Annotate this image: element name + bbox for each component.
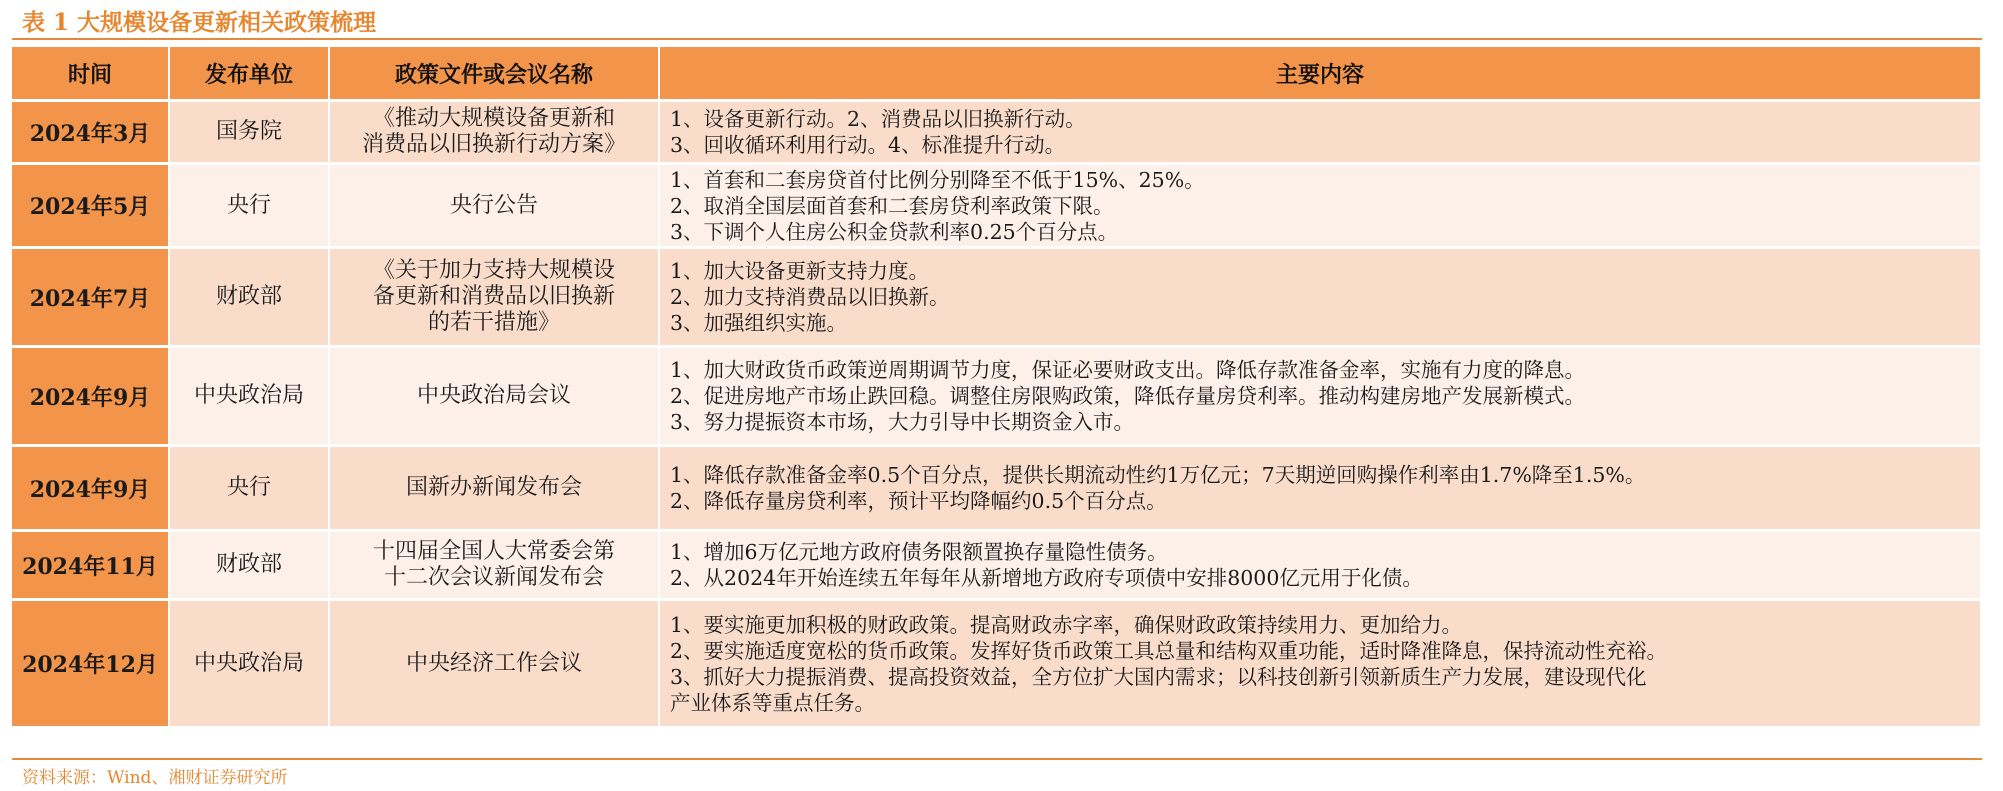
content-line: 3、回收循环利用行动。4、标准提升行动。 <box>670 133 1066 157</box>
doc-text <box>450 193 538 219</box>
cell-content <box>660 165 1982 249</box>
content-line: 1、降低存款准备金率0.5个百分点，提供长期流动性约1万亿元；7天期逆回购操作利率由1.7%降至1.5%。 <box>670 463 1646 487</box>
table-row <box>12 249 1982 348</box>
cell-date: 2024年11月 <box>12 532 170 601</box>
doc-line: 央行公告 <box>449 192 538 218</box>
doc-line: 中央经济工作会议 <box>405 650 582 676</box>
table-title: 表 1 大规模设备更新相关政策梳理 <box>22 9 377 36</box>
cell-doc <box>330 348 660 447</box>
cell-doc <box>330 601 660 729</box>
content-line: 1、设备更新行动。2、消费品以旧换新行动。 <box>670 107 1086 131</box>
cell-content <box>660 348 1982 447</box>
content-line: 1、增加6万亿元地方政府债务限额置换存量隐性债务。 <box>670 540 1168 564</box>
doc-text <box>406 651 582 677</box>
doc-text <box>373 258 615 336</box>
content-line: 2、促进房地产市场止跌回稳。调整住房限购政策，降低存量房贷利率。推动构建房地产发展新模式。 <box>670 384 1586 408</box>
cell-date: 2024年9月 <box>12 447 170 532</box>
cell-date: 2024年12月 <box>12 601 170 729</box>
doc-line: 十四届全国人大常委会第 <box>372 539 615 564</box>
content-line: 2、降低存量房贷利率，预计平均降幅约0.5个百分点。 <box>670 489 1167 513</box>
header-doc: 政策文件或会议名称 <box>330 47 660 102</box>
doc-line: 国新办新闻发布会 <box>405 475 582 500</box>
table-body <box>12 102 1982 729</box>
header-org: 发布单位 <box>170 47 330 102</box>
table-row <box>12 601 1982 729</box>
content-line: 1、加大设备更新支持力度。 <box>670 259 930 283</box>
table-row <box>12 165 1982 249</box>
cell-org: 财政部 <box>170 532 330 601</box>
cell-org: 财政部 <box>170 249 330 348</box>
title-divider <box>12 38 1982 40</box>
cell-doc <box>330 102 660 165</box>
cell-content <box>660 447 1982 532</box>
cell-org: 中央政治局 <box>170 601 330 729</box>
cell-date: 2024年3月 <box>12 102 170 165</box>
content-line: 2、要实施适度宽松的货币政策。发挥好货币政策工具总量和结构双重功能，适时降准降息，保持流动性充裕。 <box>670 638 1668 663</box>
table-row <box>12 102 1982 165</box>
cell-content <box>660 532 1982 601</box>
doc-line: 的若干措施》 <box>427 310 560 335</box>
table-row <box>12 532 1982 601</box>
table-row <box>12 348 1982 447</box>
cell-content <box>660 102 1982 165</box>
cell-doc <box>330 165 660 249</box>
doc-line: 消费品以旧换新行动方案》 <box>361 132 626 157</box>
cell-doc <box>330 532 660 601</box>
cell-org: 中央政治局 <box>170 348 330 447</box>
table-row <box>12 447 1982 532</box>
source-note: 资料来源：Wind、湘财证券研究所 <box>22 768 288 788</box>
cell-org: 央行 <box>170 447 330 532</box>
content-line: 产业体系等重点任务。 <box>670 690 875 715</box>
doc-line: 备更新和消费品以旧换新 <box>372 284 615 309</box>
content-line: 2、加力支持消费品以旧换新。 <box>670 285 950 309</box>
content-line: 1、加大财政货币政策逆周期调节力度，保证必要财政支出。降低存款准备金率，实施有力度的降息。 <box>670 358 1586 382</box>
content-line: 3、下调个人住房公积金贷款利率0.25个百分点。 <box>670 219 1119 244</box>
content-line: 3、努力提振资本市场，大力引导中长期资金入市。 <box>670 410 1135 434</box>
content-line: 3、加强组织实施。 <box>670 311 848 335</box>
cell-org: 央行 <box>170 165 330 249</box>
doc-text <box>417 383 571 409</box>
header-time: 时间 <box>12 47 170 102</box>
bottom-divider <box>12 758 1982 760</box>
doc-text <box>373 539 615 591</box>
content-line: 3、抓好大力提振消费、提高投资效益，全方位扩大国内需求；以科技创新引领新质生产力发展，建设现代化 <box>670 664 1647 689</box>
cell-org: 国务院 <box>170 102 330 165</box>
header-row <box>12 47 1982 102</box>
content-line: 1、要实施更加积极的财政政策。提高财政赤字率，确保财政政策持续用力、更加给力。 <box>670 612 1463 637</box>
cell-content <box>660 601 1982 729</box>
cell-date: 2024年7月 <box>12 249 170 348</box>
doc-text <box>406 475 582 501</box>
header-content: 主要内容 <box>660 47 1982 102</box>
content-line: 2、从2024年开始连续五年每年从新增地方政府专项债中安排8000亿元用于化债。 <box>670 566 1423 590</box>
doc-line: 《推动大规模设备更新和 <box>372 106 615 131</box>
cell-date: 2024年5月 <box>12 165 170 249</box>
cell-date: 2024年9月 <box>12 348 170 447</box>
cell-doc <box>330 249 660 348</box>
doc-line: 十二次会议新闻发布会 <box>383 565 604 590</box>
cell-doc <box>330 447 660 532</box>
doc-line: 《关于加力支持大规模设 <box>372 258 615 283</box>
cell-content <box>660 249 1982 348</box>
doc-text <box>362 106 626 158</box>
doc-line: 中央政治局会议 <box>416 383 571 408</box>
policy-table <box>12 47 1982 729</box>
content-line: 1、首套和二套房贷首付比例分别降至不低于15%、25%。 <box>670 167 1205 192</box>
content-line: 2、取消全国层面首套和二套房贷利率政策下限。 <box>670 193 1114 218</box>
